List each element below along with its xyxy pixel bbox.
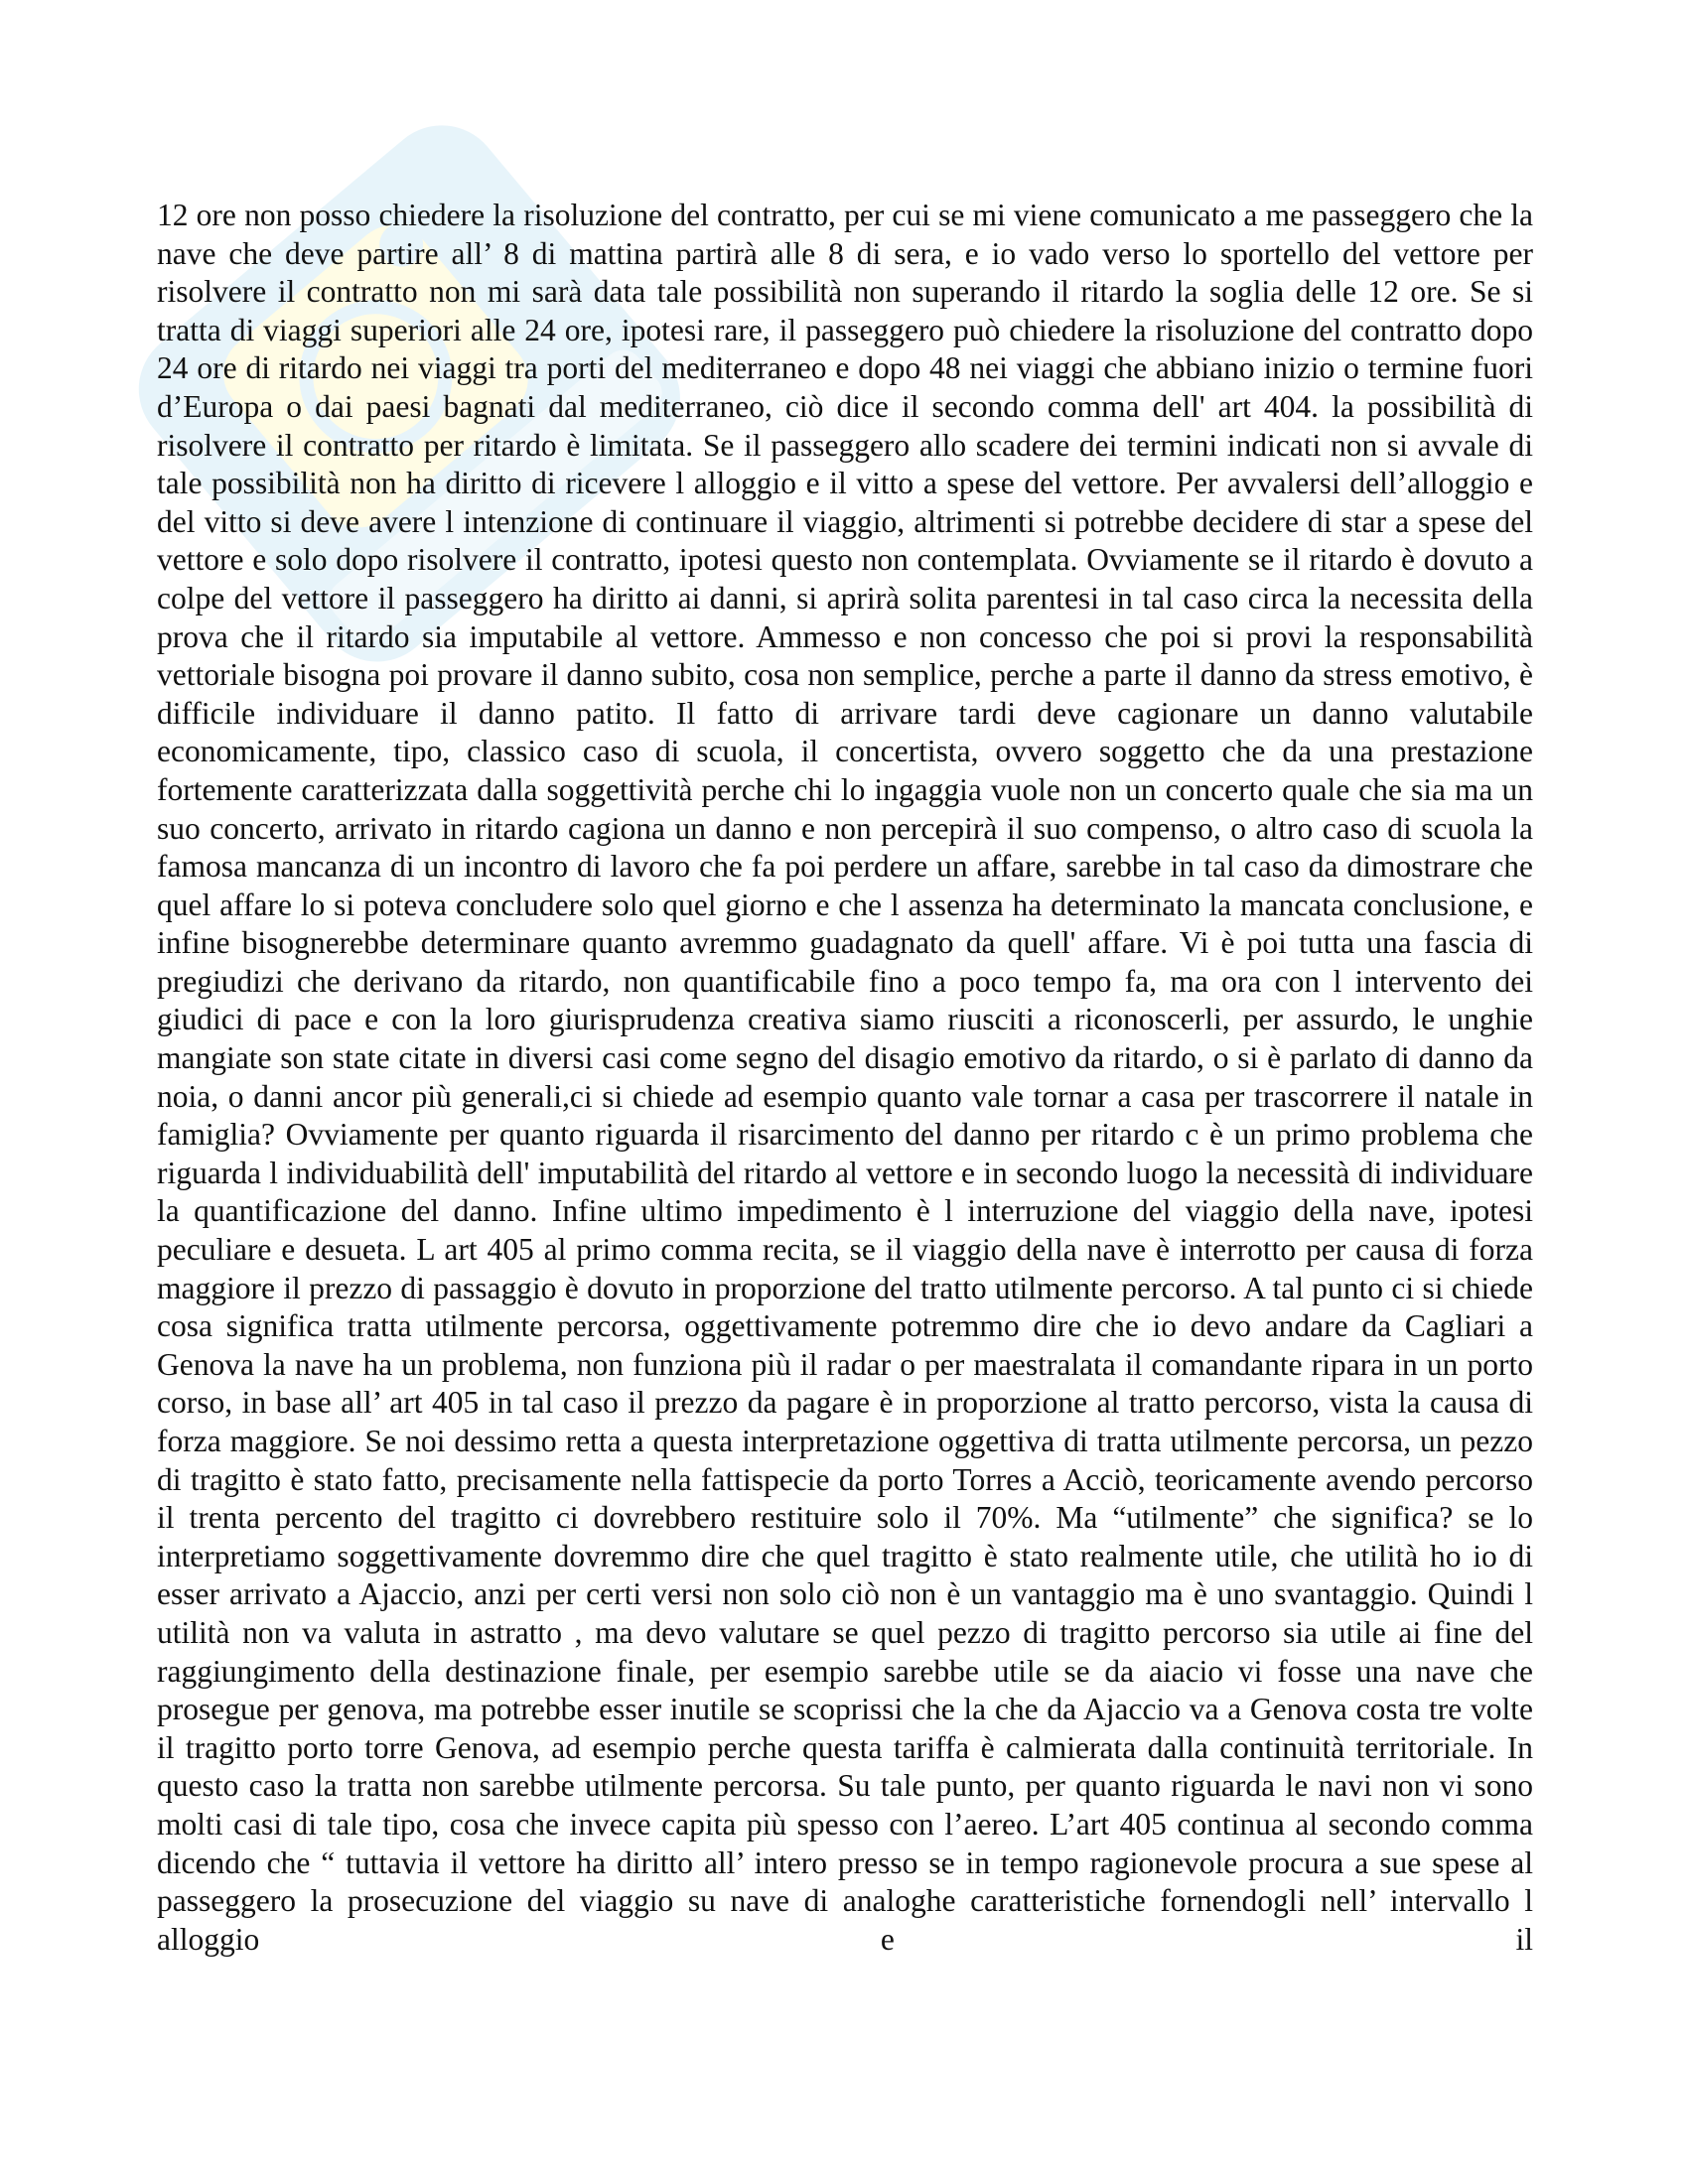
body-text <box>157 197 1533 1959</box>
body-paragraph: 12 ore non posso chiedere la risoluzione del contratto, per cui se mi viene comunicato a me passeggero che la nave che deve partire all’ 8 di mattina partirà alle 8 di sera, e io vado verso lo sportello del vettore per risolvere il contratto non mi sarà data tale possibilità non superando il ritardo la soglia delle 12 ore. Se si tratta di viaggi superiori alle 24 ore, ipotesi rare, il passeggero può chiedere la risoluzione del contratto dopo 24 ore di ritardo nei viaggi tra porti del mediterraneo e dopo 48 nei viaggi che abbiano inizio o termine fuori d’Europa o dai paesi bagnati dal mediterraneo, ciò dice il secondo comma dell' art 404. la possibilità di risolvere il contratto per ritardo è limitata. Se il passeggero allo scadere dei termini indicati non si avvale di tale possibilità non ha diritto di ricevere l alloggio e il vitto a spese del vettore. Per avvalersi dell’alloggio e del vitto si deve avere l intenzione di continuare il viaggio, altrimenti si potrebbe decidere di star a spese del vettore e solo dopo risolvere il contratto, ipotesi questo non contemplata. Ovviamente se il ritardo è dovuto a colpe del vettore il passeggero ha diritto ai danni, si aprirà solita parentesi in tal caso circa la necessita della prova che il ritardo sia imputabile al vettore. Ammesso e non concesso che poi si provi la responsabilità vettoriale bisogna poi provare il danno subito, cosa non semplice, perche a parte il danno da stress emotivo, è difficile individuare il danno patito. Il fatto di arrivare tardi deve cagionare un danno valutabile economicamente, tipo, classico caso di scuola, il concertista, ovvero soggetto che da una prestazione fortemente caratterizzata dalla soggettività perche chi lo ingaggia vuole non un concerto quale che sia ma un suo concerto, arrivato in ritardo cagiona un danno e non percepirà il suo compenso, o altro caso di scuola la famosa mancanza di un incontro di lavoro che fa poi perdere un affare, sarebbe in tal caso da dimostrare che quel affare lo si poteva concludere solo quel giorno e che l assenza ha determinato la mancata conclusione, e infine bisognerebbe determinare quanto avremmo guadagnato da quell' affare. Vi è poi tutta una fascia di pregiudizi che derivano da ritardo, non quantificabile fino a poco tempo fa, ma ora con l intervento dei giudici di pace e con la loro giurisprudenza creativa siamo riusciti a riconoscerli, per assurdo, le unghie mangiate son state citate in diversi casi come segno del disagio emotivo da ritardo, o si è parlato di danno da noia, o danni ancor più generali,ci si chiede ad esempio quanto vale tornar a casa per trascorrere il natale in famiglia? Ovviamente per quanto riguarda il risarcimento del danno per ritardo c è un primo problema che riguarda l individuabilità dell' imputabilità del ritardo al vettore e in secondo luogo la necessità di individuare la quantificazione del danno. Infine ultimo impedimento è l interruzione del viaggio della nave, ipotesi peculiare e desueta. L art 405 al primo comma recita, se il viaggio della nave è interrotto per causa di forza maggiore il prezzo di passaggio è dovuto in proporzione del tratto utilmente percorso. A tal punto ci si chiede cosa significa tratta utilmente percorsa, oggettivamente potremmo dire che io devo andare da Cagliari a Genova la nave ha un problema, non funziona più il radar o per maestralata il comandante ripara in un porto corso, in base all’ art 405 in tal caso il prezzo da pagare è in proporzione al tratto percorso, vista la causa di forza maggiore. Se noi dessimo retta a questa interpretazione oggettiva di tratta utilmente percorsa, un pezzo di tragitto è stato fatto, precisamente nella fattispecie da porto Torres a Acciò, teoricamente avendo percorso il trenta percento del tragitto ci dovrebbero restituire solo il 70%. Ma “utilmente” che significa? se lo interpretiamo soggettivamente dovremmo dire che quel tragitto è stato realmente utile, che utilità ho io di esser arrivato a Ajaccio, anzi per certi versi non solo ciò non è un vantaggio ma è uno svantaggio. Quindi l utilità non va valuta in astratto , ma devo valutare se quel pezzo di tragitto percorso sia utile ai fine del raggiungimento della destinazione finale, per esempio sarebbe utile se da aiacio vi fosse una nave che prosegue per genova, ma potrebbe esser inutile se scoprissi che la che da Ajaccio va a Genova costa tre volte il tragitto porto torre Genova, ad esempio perche questa tariffa è calmierata dalla continuità territoriale. In questo caso la tratta non sarebbe utilmente percorsa. Su tale punto, per quanto riguarda le navi non vi sono molti casi di tale tipo, cosa che invece capita più spesso con l’aereo. L’art 405 continua al secondo comma dicendo che “ tuttavia il vettore ha diritto all’ intero presso se in tempo ragionevole procura a sue spese al passeggero la prosecuzione del viaggio su nave di analoghe caratteristiche fornendogli nell’ intervallo l alloggio e il <box>157 198 1533 1957</box>
